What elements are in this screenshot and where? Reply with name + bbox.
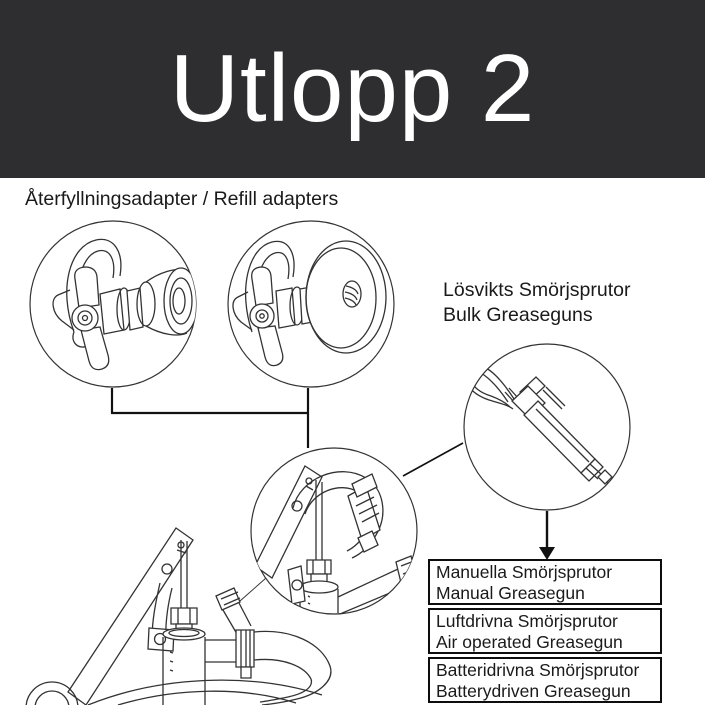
detail-to-gun-line [403,443,463,476]
battery-en-label: Batterydriven Greasegun [436,680,631,701]
grease-gun-figure [464,344,630,510]
arrow-down-icon [539,511,555,560]
battery-sv-label: Batteridrivna Smörjsprutor [436,660,640,680]
air-en-label: Air operated Greasegun [436,631,623,652]
table-row-air [428,608,662,654]
table-row-battery [428,657,662,703]
bulk-label-line2: Bulk Greaseguns [443,304,593,326]
air-sv-label: Luftdrivna Smörjsprutor [436,611,618,631]
refill-adapter-plate-figure [228,221,394,387]
pump-assembly-figure [26,528,331,705]
manual-en-label: Manual Greasegun [436,582,585,603]
table-row-manual [428,559,662,605]
connector-lines [111,388,308,448]
greasegun-table [428,559,662,706]
bulk-label-line1: Lösvikts Smörjsprutor [443,279,631,301]
page-title: Utlopp 2 [169,35,536,142]
manual-sv-label: Manuella Smörjsprutor [436,562,613,582]
refill-adapters-label: Återfyllningsadapter / Refill adapters [25,188,339,210]
pump-detail-figure [251,448,418,616]
refill-adapter-coupler-figure [30,221,198,387]
